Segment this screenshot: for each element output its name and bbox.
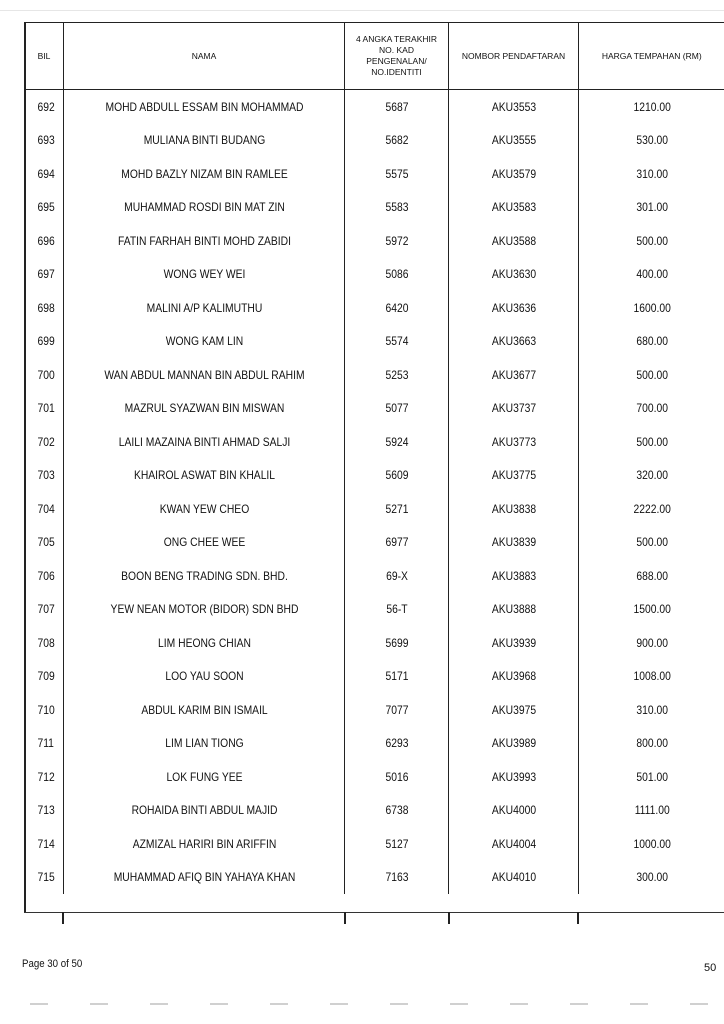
row-bil: 697 bbox=[25, 258, 59, 292]
registration-table-frame bbox=[24, 22, 724, 912]
row-bil: 704 bbox=[25, 492, 59, 526]
row-bil: 715 bbox=[25, 861, 59, 895]
row-nombor-pendaftaran: AKU3636 bbox=[458, 291, 570, 325]
row-harga-tempahan: 800.00 bbox=[589, 727, 715, 761]
row-nama: MULIANA BINTI BUDANG bbox=[83, 124, 325, 158]
row-harga-tempahan: 680.00 bbox=[589, 325, 715, 359]
row-bil: 696 bbox=[25, 224, 59, 258]
row-nombor-pendaftaran: AKU3588 bbox=[458, 224, 570, 258]
header-id-number bbox=[345, 23, 449, 90]
row-bil: 693 bbox=[25, 124, 59, 158]
column-tick bbox=[577, 912, 579, 924]
row-bil: 709 bbox=[25, 660, 59, 694]
header-bil: BIL bbox=[25, 23, 64, 90]
table-header-row bbox=[25, 23, 724, 90]
row-harga-tempahan: 1600.00 bbox=[589, 291, 715, 325]
header-id-line2: NO. KAD bbox=[379, 45, 414, 55]
table-row bbox=[25, 693, 724, 727]
row-bil: 714 bbox=[25, 827, 59, 861]
row-bil: 711 bbox=[25, 727, 59, 761]
header-id-line3: PENGENALAN/ bbox=[366, 56, 427, 66]
row-bil: 694 bbox=[25, 157, 59, 191]
row-nombor-pendaftaran: AKU3989 bbox=[458, 727, 570, 761]
page-label: Page 30 of 50 bbox=[22, 958, 83, 970]
table-row bbox=[25, 727, 724, 761]
row-nama: MOHD ABDULL ESSAM BIN MOHAMMAD bbox=[83, 90, 325, 124]
row-harga-tempahan: 688.00 bbox=[589, 559, 715, 593]
table-row bbox=[25, 660, 724, 694]
row-nombor-pendaftaran: AKU4010 bbox=[458, 861, 570, 895]
row-bil: 702 bbox=[25, 425, 59, 459]
row-nama: MUHAMMAD ROSDI BIN MAT ZIN bbox=[83, 191, 325, 225]
header-nama: NAMA bbox=[64, 23, 345, 90]
row-nombor-pendaftaran: AKU3737 bbox=[458, 392, 570, 426]
row-nama: MOHD BAZLY NIZAM BIN RAMLEE bbox=[83, 157, 325, 191]
row-harga-tempahan: 501.00 bbox=[589, 760, 715, 794]
row-bil: 713 bbox=[25, 794, 59, 828]
row-nama: MAZRUL SYAZWAN BIN MISWAN bbox=[83, 392, 325, 426]
row-nombor-pendaftaran: AKU4000 bbox=[458, 794, 570, 828]
row-bil: 698 bbox=[25, 291, 59, 325]
header-id-line4: NO.IDENTITI bbox=[371, 67, 422, 77]
row-harga-tempahan: 500.00 bbox=[589, 224, 715, 258]
row-id-number: 5609 bbox=[352, 459, 441, 493]
row-nombor-pendaftaran: AKU3888 bbox=[458, 593, 570, 627]
row-harga-tempahan: 1210.00 bbox=[589, 90, 715, 124]
row-bil: 699 bbox=[25, 325, 59, 359]
row-bil: 706 bbox=[25, 559, 59, 593]
row-nama: WAN ABDUL MANNAN BIN ABDUL RAHIM bbox=[83, 358, 325, 392]
row-nama: MUHAMMAD AFIQ BIN YAHAYA KHAN bbox=[83, 861, 325, 895]
table-left-border bbox=[24, 22, 26, 912]
row-bil: 700 bbox=[25, 358, 59, 392]
row-id-number: 6977 bbox=[352, 526, 441, 560]
row-bil: 707 bbox=[25, 593, 59, 627]
row-harga-tempahan: 320.00 bbox=[589, 459, 715, 493]
table-row bbox=[25, 559, 724, 593]
row-nama: MALINI A/P KALIMUTHU bbox=[83, 291, 325, 325]
table-bottom-border bbox=[24, 912, 724, 913]
row-harga-tempahan: 300.00 bbox=[589, 861, 715, 895]
column-tick bbox=[448, 912, 450, 924]
row-id-number: 5575 bbox=[352, 157, 441, 191]
row-nombor-pendaftaran: AKU3975 bbox=[458, 693, 570, 727]
row-id-number: 6293 bbox=[352, 727, 441, 761]
row-nombor-pendaftaran: AKU3555 bbox=[458, 124, 570, 158]
column-tick bbox=[344, 912, 346, 924]
header-harga-tempahan: HARGA TEMPAHAN (RM) bbox=[579, 23, 724, 90]
row-id-number: 5077 bbox=[352, 392, 441, 426]
row-harga-tempahan: 1000.00 bbox=[589, 827, 715, 861]
row-harga-tempahan: 1500.00 bbox=[589, 593, 715, 627]
row-harga-tempahan: 2222.00 bbox=[589, 492, 715, 526]
row-id-number: 5253 bbox=[352, 358, 441, 392]
table-row bbox=[25, 157, 724, 191]
table-row bbox=[25, 827, 724, 861]
row-id-number: 6738 bbox=[352, 794, 441, 828]
row-nama: WONG KAM LIN bbox=[83, 325, 325, 359]
row-id-number: 69-X bbox=[352, 559, 441, 593]
row-harga-tempahan: 500.00 bbox=[589, 526, 715, 560]
row-id-number: 5972 bbox=[352, 224, 441, 258]
row-id-number: 6420 bbox=[352, 291, 441, 325]
row-nombor-pendaftaran: AKU3883 bbox=[458, 559, 570, 593]
row-harga-tempahan: 310.00 bbox=[589, 693, 715, 727]
table-row bbox=[25, 90, 724, 124]
row-bil: 712 bbox=[25, 760, 59, 794]
row-id-number: 5086 bbox=[352, 258, 441, 292]
table-row bbox=[25, 392, 724, 426]
top-rule bbox=[0, 10, 724, 11]
row-id-number: 5574 bbox=[352, 325, 441, 359]
table-row bbox=[25, 425, 724, 459]
row-nama: WONG WEY WEI bbox=[83, 258, 325, 292]
row-harga-tempahan: 1008.00 bbox=[589, 660, 715, 694]
row-bil: 705 bbox=[25, 526, 59, 560]
table-row bbox=[25, 358, 724, 392]
row-nama: YEW NEAN MOTOR (BIDOR) SDN BHD bbox=[83, 593, 325, 627]
row-harga-tempahan: 301.00 bbox=[589, 191, 715, 225]
table-row bbox=[25, 492, 724, 526]
row-bil: 692 bbox=[25, 90, 59, 124]
row-nombor-pendaftaran: AKU3839 bbox=[458, 526, 570, 560]
row-bil: 710 bbox=[25, 693, 59, 727]
column-tick bbox=[62, 912, 64, 924]
row-id-number: 5699 bbox=[352, 626, 441, 660]
row-nombor-pendaftaran: AKU3553 bbox=[458, 90, 570, 124]
row-harga-tempahan: 530.00 bbox=[589, 124, 715, 158]
row-harga-tempahan: 500.00 bbox=[589, 358, 715, 392]
row-nombor-pendaftaran: AKU3579 bbox=[458, 157, 570, 191]
table-row bbox=[25, 258, 724, 292]
row-nombor-pendaftaran: AKU3968 bbox=[458, 660, 570, 694]
row-harga-tempahan: 900.00 bbox=[589, 626, 715, 660]
row-nama: LIM HEONG CHIAN bbox=[83, 626, 325, 660]
row-harga-tempahan: 700.00 bbox=[589, 392, 715, 426]
row-id-number: 5687 bbox=[352, 90, 441, 124]
row-id-number: 5016 bbox=[352, 760, 441, 794]
row-harga-tempahan: 500.00 bbox=[589, 425, 715, 459]
table-row bbox=[25, 291, 724, 325]
table-row bbox=[25, 626, 724, 660]
row-id-number: 5924 bbox=[352, 425, 441, 459]
table-row bbox=[25, 325, 724, 359]
table-row bbox=[25, 191, 724, 225]
row-bil: 708 bbox=[25, 626, 59, 660]
row-nombor-pendaftaran: AKU3939 bbox=[458, 626, 570, 660]
table-row bbox=[25, 794, 724, 828]
table-body bbox=[25, 90, 724, 895]
row-harga-tempahan: 1111.00 bbox=[589, 794, 715, 828]
header-id-line1: 4 ANGKA TERAKHIR bbox=[355, 34, 438, 44]
row-nombor-pendaftaran: AKU3775 bbox=[458, 459, 570, 493]
row-nama: LOO YAU SOON bbox=[83, 660, 325, 694]
row-nombor-pendaftaran: AKU3838 bbox=[458, 492, 570, 526]
row-nombor-pendaftaran: AKU4004 bbox=[458, 827, 570, 861]
row-nama: AZMIZAL HARIRI BIN ARIFFIN bbox=[83, 827, 325, 861]
page-number: 50 bbox=[704, 962, 717, 974]
table-row bbox=[25, 124, 724, 158]
row-id-number: 5583 bbox=[352, 191, 441, 225]
row-id-number: 7163 bbox=[352, 861, 441, 895]
row-bil: 701 bbox=[25, 392, 59, 426]
table-row bbox=[25, 861, 724, 895]
row-nombor-pendaftaran: AKU3677 bbox=[458, 358, 570, 392]
row-bil: 703 bbox=[25, 459, 59, 493]
row-id-number: 7077 bbox=[352, 693, 441, 727]
table-row bbox=[25, 526, 724, 560]
row-harga-tempahan: 400.00 bbox=[589, 258, 715, 292]
row-nama: KHAIROL ASWAT BIN KHALIL bbox=[83, 459, 325, 493]
table-row bbox=[25, 760, 724, 794]
row-nama: KWAN YEW CHEO bbox=[83, 492, 325, 526]
row-nama: ROHAIDA BINTI ABDUL MAJID bbox=[83, 794, 325, 828]
row-nombor-pendaftaran: AKU3583 bbox=[458, 191, 570, 225]
table-row bbox=[25, 224, 724, 258]
scan-artifact bbox=[30, 1003, 710, 1005]
row-id-number: 5171 bbox=[352, 660, 441, 694]
row-nama: ONG CHEE WEE bbox=[83, 526, 325, 560]
row-nama: BOON BENG TRADING SDN. BHD. bbox=[83, 559, 325, 593]
registration-table bbox=[24, 22, 724, 894]
header-nombor-pendaftaran: NOMBOR PENDAFTARAN bbox=[449, 23, 579, 90]
row-harga-tempahan: 310.00 bbox=[589, 157, 715, 191]
row-id-number: 56-T bbox=[352, 593, 441, 627]
row-nombor-pendaftaran: AKU3630 bbox=[458, 258, 570, 292]
row-nombor-pendaftaran: AKU3663 bbox=[458, 325, 570, 359]
table-row bbox=[25, 593, 724, 627]
table-row bbox=[25, 459, 724, 493]
row-nama: ABDUL KARIM BIN ISMAIL bbox=[83, 693, 325, 727]
row-nama: LAILI MAZAINA BINTI AHMAD SALJI bbox=[83, 425, 325, 459]
row-nombor-pendaftaran: AKU3993 bbox=[458, 760, 570, 794]
row-nama: LOK FUNG YEE bbox=[83, 760, 325, 794]
row-nombor-pendaftaran: AKU3773 bbox=[458, 425, 570, 459]
row-id-number: 5127 bbox=[352, 827, 441, 861]
row-nama: LIM LIAN TIONG bbox=[83, 727, 325, 761]
row-bil: 695 bbox=[25, 191, 59, 225]
row-id-number: 5682 bbox=[352, 124, 441, 158]
row-id-number: 5271 bbox=[352, 492, 441, 526]
row-nama: FATIN FARHAH BINTI MOHD ZABIDI bbox=[83, 224, 325, 258]
